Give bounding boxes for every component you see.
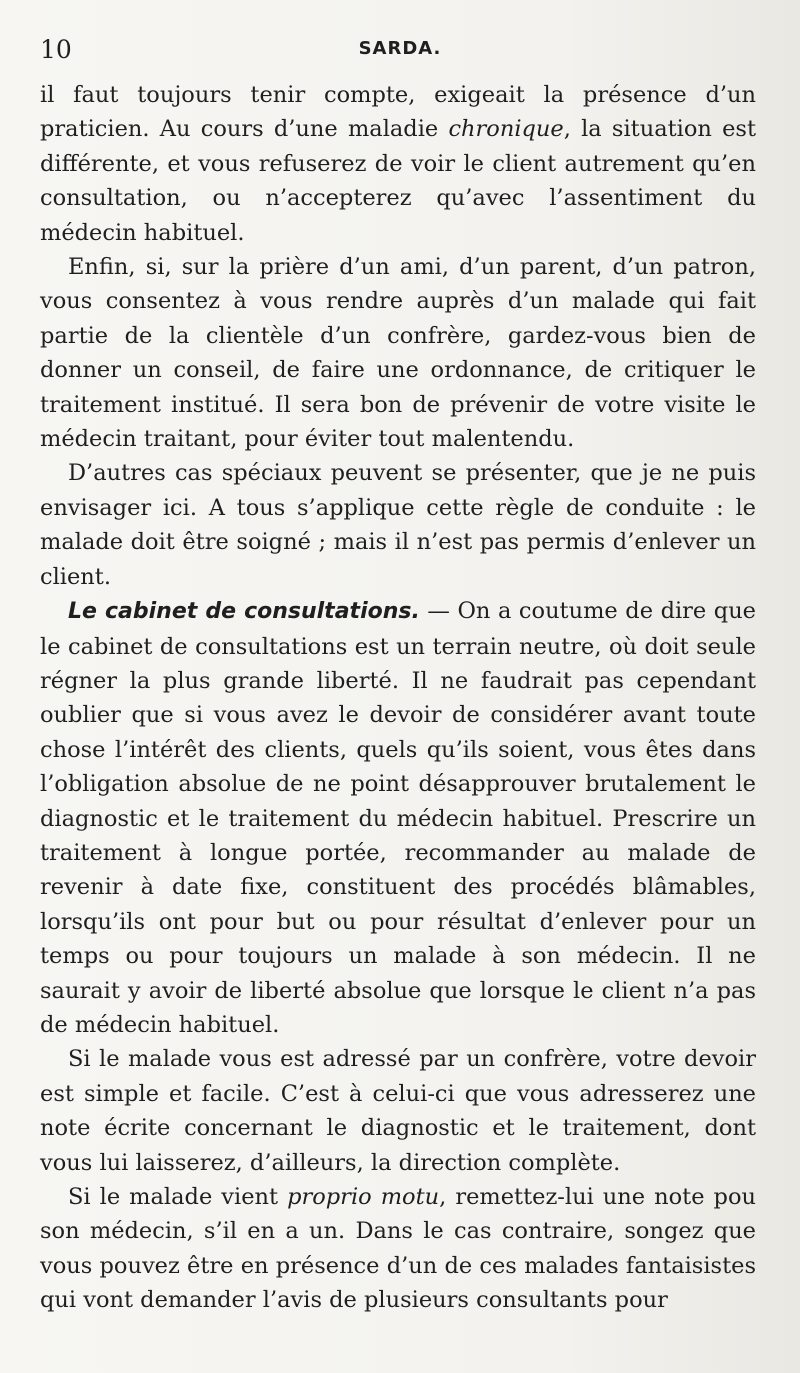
paragraph — [40, 1180, 756, 1318]
emphasis-text: chronique — [448, 116, 564, 143]
paragraph — [40, 78, 756, 250]
page-header — [0, 34, 800, 66]
paragraph-text: il faut toujours tenir compte, exigeait la présence d’un praticien. Au cours d’une maladie — [40, 82, 756, 143]
page-number: 10 — [40, 35, 72, 64]
paragraph-text: Si le malade vient — [68, 1184, 288, 1210]
paragraph: Si le malade vous est adressé par un confrère, votre devoir est simple et facile. C’est à celui-ci que vous adresserez une note écrite concernant le diagnostic et le traitement, dont vous lui laisserez, d’ailleurs, la direction complète. — [40, 1046, 756, 1176]
paragraph: D’autres cas spéciaux peuvent se présenter, que je ne puis envisager ici. A tous s’applique cette règle de conduite : le malade doit être soigné ; mais il n’est pas permis d’enlever un client. — [40, 460, 756, 590]
section-heading: Le cabinet de consultations. — [68, 599, 420, 625]
body-text — [40, 78, 756, 1318]
running-title: SARDA. — [358, 38, 442, 59]
emphasis-text: proprio motu — [287, 1184, 440, 1210]
paragraph-text: , remettez-lui une note pou son médecin, s’il en a un. Dans le cas contraire, songez que vous pouvez être en présence d’un de ces malades fantaisistes qui vont demander l’avis de plusieurs consultants pour — [40, 1184, 756, 1314]
paragraph: Enfin, si, sur la prière d’un ami, d’un parent, d’un patron, vous consentez à vous rendre auprès d’un malade qui fait partie de la clientèle d’un confrère, gardez-vous bien de donner un conseil, de faire une ordonnance, de critiquer le traitement institué. Il sera bon de prévenir de votre visite le médecin traitant, pour éviter tout malentendu. — [40, 254, 756, 453]
paragraph-text: , la situation est différente, et vous refuserez de voir le client autrement qu’en consultation, ou n’accepterez qu’avec l’assentiment du médecin habituel. — [40, 116, 756, 246]
paragraph — [40, 594, 756, 1042]
paragraph-text: — On a coutume de dire que le cabinet de consultations est un terrain neutre, où doit seule régner la plus grande liberté. Il ne faudrait pas cependant oublier que si vous avez le devoir de considérer avant toute chose l’intérêt des clients, quels qu’ils soient, vous êtes dans l’obligation absolue de ne point désapprouver brutalement le diagnostic et le traitement du médecin habituel. Prescrire un traitement à longue portée, recommander au malade de revenir à date fixe, constituent des procédés blâmables, lorsqu’ils ont pour but ou pour résultat d’enlever pour un temps ou pour toujours un malade à son médecin. Il ne saurait y avoir de liberté absolue que lorsque le client n’a pas de médecin habituel. — [40, 598, 757, 1038]
